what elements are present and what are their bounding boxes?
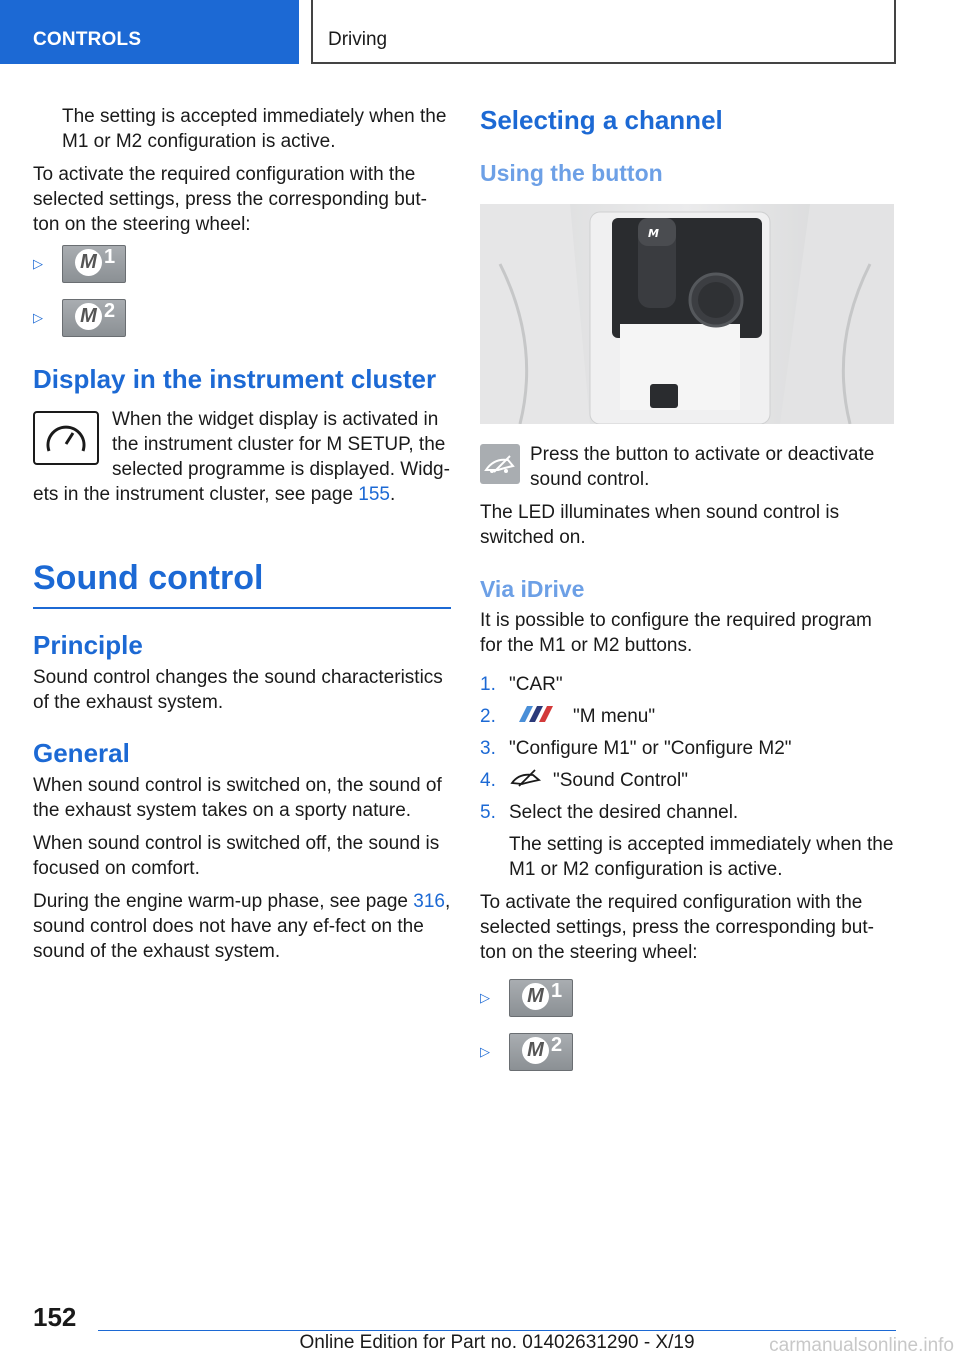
- page-link-316[interactable]: 316: [413, 891, 445, 912]
- step-text: "M menu": [573, 706, 656, 727]
- step-4: [480, 768, 898, 793]
- using-button-heading: Using the button: [480, 160, 663, 186]
- steps-list: [480, 672, 898, 825]
- general-text-3: During the engine warm-up phase, see page: [33, 891, 414, 912]
- center-console-photo: [480, 204, 894, 424]
- idrive-text: It is possible to configure the required program for the M1 or M2 buttons.: [480, 610, 872, 656]
- m-letter: M: [75, 249, 102, 276]
- display-text-end: .: [390, 484, 396, 505]
- triangle-bullet-icon: ▷: [33, 310, 43, 325]
- edition-text: Online Edition for Part no. 01402631290 - X/19: [299, 1332, 695, 1353]
- bullet-m2: [33, 299, 451, 337]
- triangle-bullet-icon: ▷: [33, 256, 43, 271]
- general-text-3-end: , sound control does not have any ef-fect on the sound of the exhaust system.: [33, 891, 451, 962]
- page-number: 152: [33, 1302, 77, 1332]
- general-text-1: When sound control is switched on, the sound of the exhaust system takes on a sporty nature.: [33, 775, 442, 821]
- step-3: [480, 736, 898, 761]
- svg-text:M: M: [648, 227, 659, 240]
- step-number: 3.: [480, 738, 496, 759]
- m-stripes-icon: [509, 704, 565, 724]
- step-5: [480, 800, 898, 825]
- m-number: 2: [551, 1034, 563, 1056]
- chapter-tab: [311, 0, 896, 64]
- chapter-label: Driving: [328, 29, 388, 50]
- display-text: When the widget display is activated in the instrument cluster for M SETUP, the selected programme is displayed. Widg-ets in the instrument cluster, see page: [33, 409, 450, 505]
- display-heading: Display in the instrument cluster: [33, 364, 437, 394]
- step-1: [480, 672, 898, 697]
- m-number: 2: [104, 300, 116, 322]
- step-number: 1.: [480, 674, 496, 695]
- step-number: 4.: [480, 770, 496, 791]
- m1-button-icon: [62, 245, 126, 283]
- button-text: Press the button to activate or deactivate sound control.: [530, 444, 875, 490]
- watermark: carmanualsonline.info: [769, 1335, 954, 1356]
- m2-button-icon: [62, 299, 126, 337]
- led-text: The LED illuminates when sound control is switched on.: [480, 502, 840, 548]
- step-text: Select the desired channel.: [509, 802, 739, 823]
- page-link-155[interactable]: 155: [358, 484, 390, 505]
- bullet-m2-right: [480, 1033, 898, 1071]
- step-number: 5.: [480, 802, 496, 823]
- triangle-bullet-icon: ▷: [480, 990, 490, 1005]
- section-tab: [0, 0, 299, 64]
- triangle-bullet-icon: ▷: [480, 1044, 490, 1059]
- m-letter: M: [522, 983, 549, 1010]
- step-text: "CAR": [509, 674, 563, 695]
- m-number: 1: [551, 980, 563, 1002]
- principle-text: Sound control changes the sound characteristics of the exhaust system.: [33, 667, 443, 713]
- m-letter: M: [522, 1037, 549, 1064]
- step-number: 2.: [480, 706, 496, 727]
- m-number: 1: [104, 246, 116, 268]
- setting-note: The setting is accepted immediately when the M1 or M2 configuration is active.: [62, 106, 447, 152]
- m-letter: M: [75, 303, 102, 330]
- general-text-2: When sound control is switched off, the sound is focused on comfort.: [33, 833, 440, 879]
- m2-button-icon: [509, 1033, 573, 1071]
- exhaust-icon: [509, 768, 545, 788]
- step-text: "Sound Control": [553, 770, 688, 791]
- step-text: "Configure M1" or "Configure M2": [509, 738, 792, 759]
- activate-text-right: To activate the required configuration with the selected settings, press the corresponding but-ton on the steering wheel:: [480, 892, 874, 963]
- principle-heading: Principle: [33, 630, 143, 660]
- section-label: CONTROLS: [33, 29, 142, 50]
- display-block: [33, 407, 451, 507]
- right-column: [480, 104, 898, 1087]
- step-2: [480, 704, 898, 729]
- sound-button-note: [480, 442, 898, 492]
- selecting-channel-heading: Selecting a channel: [480, 105, 723, 135]
- step-5-note: The setting is accepted immediately when the M1 or M2 configuration is active.: [509, 834, 894, 880]
- via-idrive-heading: Via iDrive: [480, 576, 585, 602]
- left-column: [33, 104, 451, 964]
- m1-button-icon: [509, 979, 573, 1017]
- sound-control-icon: [480, 444, 520, 484]
- general-heading: General: [33, 738, 130, 768]
- chapter-heading: Sound control: [33, 557, 451, 609]
- bullet-m1: [33, 245, 451, 283]
- speedometer-icon: [33, 411, 99, 465]
- activate-text: To activate the required configuration with the selected settings, press the corresponding but-ton on the steering wheel:: [33, 164, 427, 235]
- bullet-m1-right: [480, 979, 898, 1017]
- footer-divider: [98, 1330, 896, 1331]
